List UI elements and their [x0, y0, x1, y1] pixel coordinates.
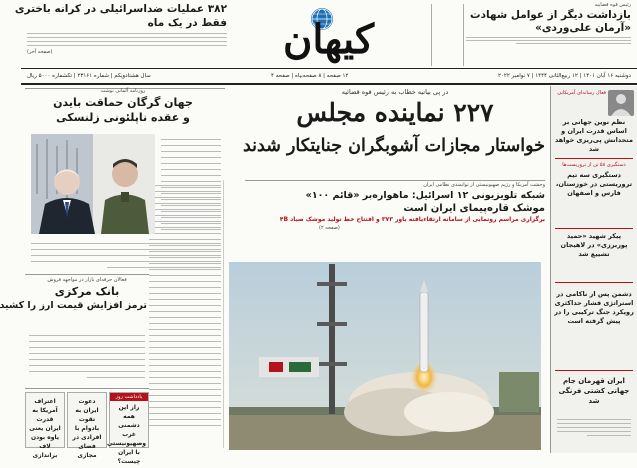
bottom-box-1-headline: راز این همه دشمنی غرب وصهیونیستی با ایران چیست؟ [106, 404, 146, 465]
right-story-1[interactable] [554, 90, 634, 153]
right-story-5-body [557, 416, 631, 450]
right-story-2-kicker: دستگیری ۵۸ تن از تروریست‌ها [562, 162, 626, 168]
rule [21, 83, 637, 85]
top-right-headline-1: بازداشت دیگر از عوامل شهادت [470, 9, 631, 21]
top-left-teaser[interactable] [14, 2, 227, 66]
left-top-story-headline-1: جهان گرگان حماقت بایدن [53, 96, 193, 109]
rocket-launch-photo [229, 262, 541, 450]
divider [555, 282, 633, 283]
divider [555, 158, 633, 159]
top-right-body [466, 37, 631, 51]
divider [463, 4, 464, 66]
divider [550, 86, 551, 453]
rule [21, 68, 637, 69]
second-story[interactable] [279, 182, 545, 258]
second-story-subline: برگزاری مراسم رونمایی از سامانه ارتقاءیافته باور ۳۷۳ و افتتاح خط تولید موشک صیاد ۴B [279, 216, 545, 223]
right-story-3[interactable] [554, 232, 634, 276]
main-story[interactable] [242, 88, 545, 178]
divider [555, 370, 633, 371]
left-top-story[interactable] [25, 88, 221, 132]
right-story-1-kicker: فعال رسانه‌ای آمریکایی [557, 90, 606, 96]
top-right-kicker: رئیس قوه قضاییه [594, 2, 631, 8]
bottom-box-3[interactable] [25, 392, 65, 459]
dateline [21, 70, 637, 82]
second-story-headline-1: شبکه تلویزیونی ۱۲ اسرائیل: ماهواره‌بر «قائم ۱۰۰» [305, 190, 545, 201]
left-mid-story-kicker: فعالان حرفه‌ای بازار در مواجهه فروش [47, 277, 127, 283]
right-story-2[interactable] [554, 162, 634, 220]
left-top-story-headline-2: و عقده ناپلئونی زلنسکی [56, 111, 190, 124]
top-right-teaser[interactable] [466, 2, 631, 56]
right-story-4-headline: دشمن پس از ناکامی در استراتژی فشار حداکثری رویکرد جنگ ترکیبی را در پیش گرفته است [554, 290, 634, 325]
bottom-box-1[interactable] [106, 392, 149, 465]
divider [245, 180, 545, 181]
top-left-headline-1: ۳۸۲ عملیات ضداسرائیلی در کرانه باختری [14, 3, 227, 15]
divider [25, 274, 149, 275]
dateline-date: دوشنبه ۱۶ آبان ۱۴۰۱ | ۱۲ ربیع‌الثانی ۱۴۴۴ | ۷ نوامبر ۲۰۲۲ [497, 73, 631, 79]
left-top-story-more-text [31, 238, 221, 272]
top-left-headline-2: فقط در یک ماه [147, 17, 227, 29]
main-story-headline-2: خواستار مجازات آشوبگران جنایتکار شدند [242, 136, 545, 156]
second-story-headline-2: موشک قاره‌پیمای ایران است [403, 203, 545, 214]
bottom-box-2[interactable] [67, 392, 107, 459]
divider [25, 388, 149, 389]
masthead-logo [241, 6, 416, 62]
dateline-pages: ۱۲ صفحه | ۸ صفحه‌بیاه | صفحه ۴ [271, 73, 349, 79]
main-story-kicker: در پی بیانیه خطاب به رئیس قوه قضائیه [341, 88, 449, 96]
masthead-title: کیهان [282, 16, 375, 63]
left-top-story-kicker: روزنامه آلمانی نوشت [100, 88, 146, 94]
top-left-more[interactable]: (صفحه آخر) [27, 49, 53, 55]
divider [431, 4, 432, 66]
top-right-headline-2: «آرمان علی‌وردی» [535, 22, 631, 34]
bottom-box-3-headline: اعتراف آمریکا به قدرت ایران یعنی یاوه بودن لاف براندازی [29, 398, 61, 459]
right-story-2-headline: دستگیری سه تیم تروریستی در خوزستان، فارس و اصفهان [555, 171, 633, 197]
left-top-story-body [161, 134, 221, 234]
second-story-kicker: وحشت آمریکا و رژیم صهیونیستی از توانمندی نظامی ایران [423, 182, 545, 188]
main-story-headline-1: ۲۲۷ نماینده مجلس [296, 98, 494, 127]
second-story-more[interactable]: (صفحه ۲) [319, 225, 340, 231]
portrait-photo [608, 90, 634, 116]
right-story-4[interactable] [554, 290, 634, 360]
right-story-1-headline: نظم نوین جهانی بر اساس قدرت ایران و متحدانش پی‌ریزی خواهد شد [555, 118, 633, 153]
divider [223, 180, 224, 448]
left-mid-story-headline-2: ترمز افزایش قیمت ارز را کشید [0, 300, 147, 311]
divider [555, 228, 633, 229]
right-story-5[interactable] [554, 376, 634, 412]
dateline-issue: سال هشتادویکم | شماره ۲۳۱۶۱ | تکشماره ۵۰۰۰ ریال [27, 73, 151, 79]
left-mid-story-headline-1: بانک مرکزی [54, 285, 120, 298]
left-mid-story-body [29, 330, 145, 384]
right-story-5-headline: ایران قهرمان جام جهانی کشتی فرنگی شد [558, 377, 630, 405]
leaders-photo [31, 134, 155, 234]
bottom-box-1-tag: یادداشت روز [110, 393, 148, 401]
left-mid-story[interactable] [0, 277, 147, 327]
right-story-3-headline: پیکر شهید «حمید پوربرزی» در لاهیجان تشییع شد [560, 232, 628, 258]
bottom-box-2-headline: دعوت ایران به تقوت بادوام با افرادی در فضای مجازی [72, 398, 102, 459]
